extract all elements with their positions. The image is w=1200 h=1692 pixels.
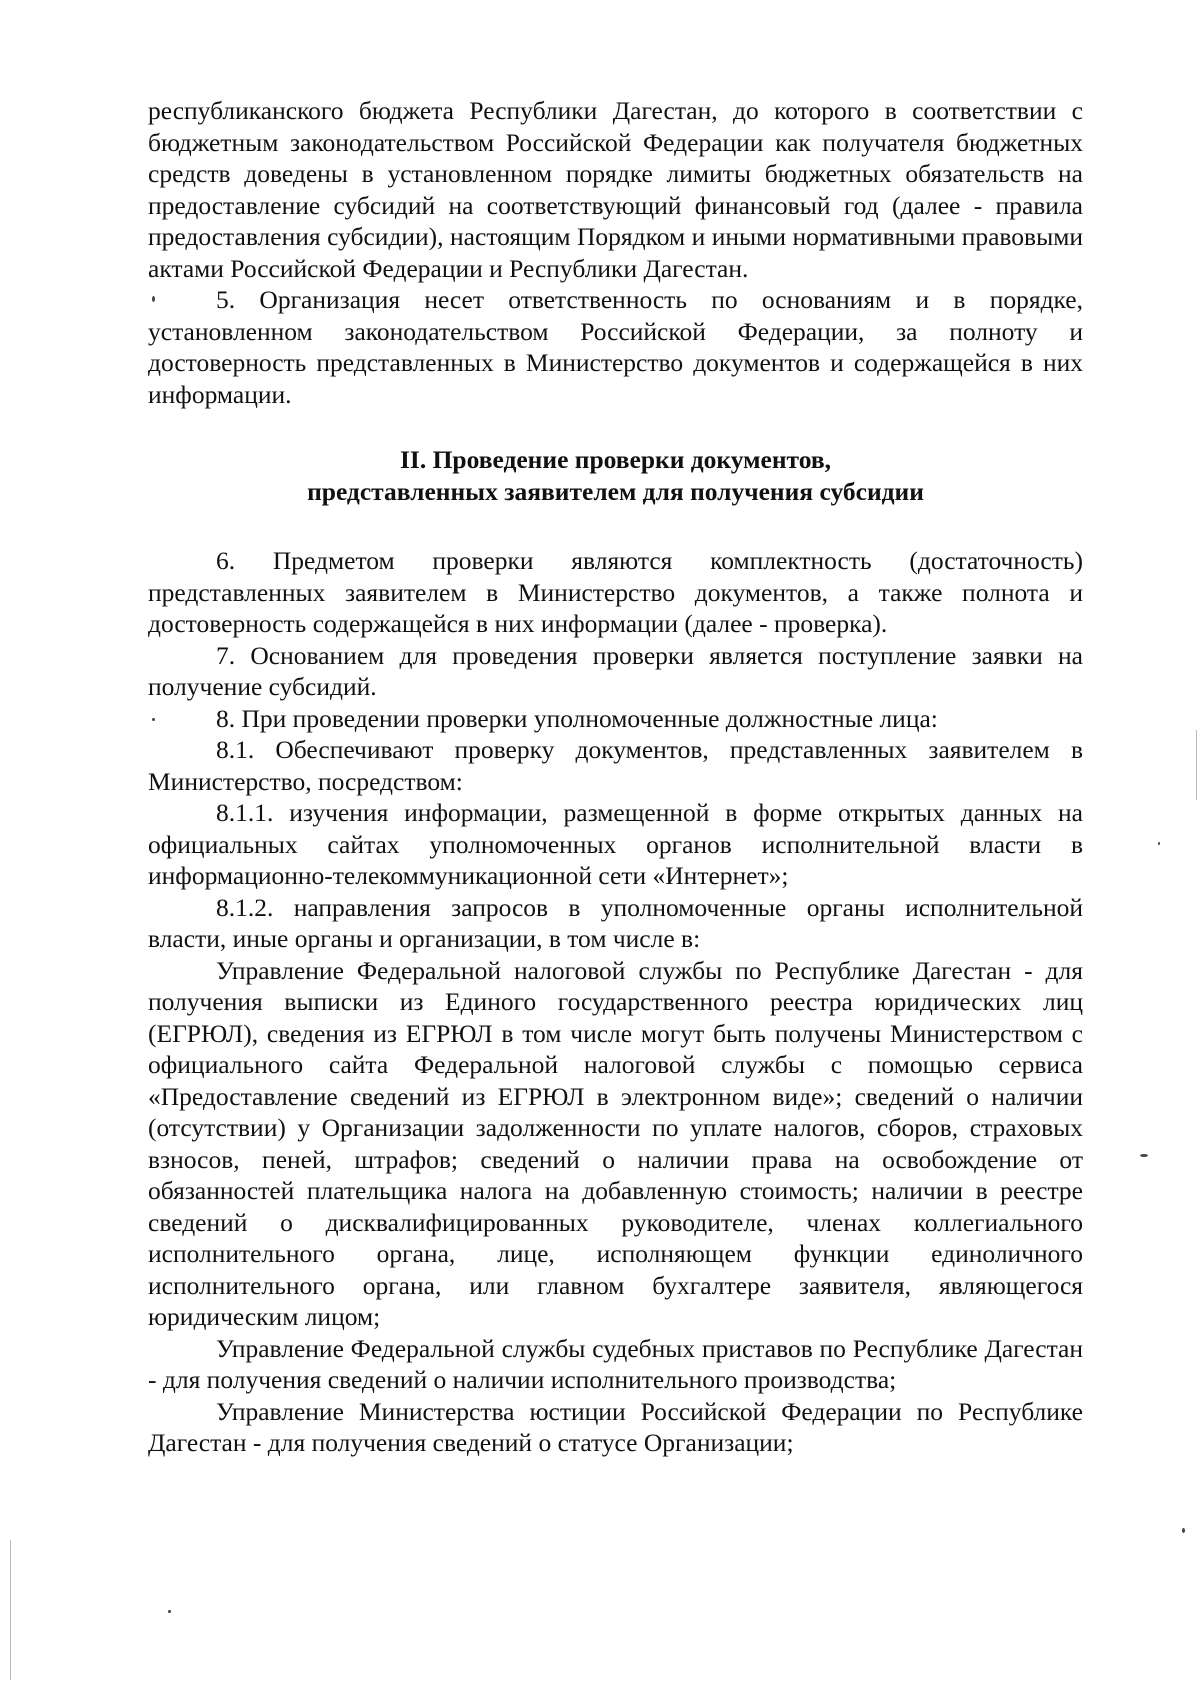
section-heading-line1: II. Проведение проверки документов, <box>399 445 832 474</box>
paragraph-6: 6. Предметом проверки являются комплектность (достаточность) представленных заявителем в Министерство документов, а также полнота и достоверность содержащейся в них информации (далее - проверка). <box>148 546 1083 638</box>
section-heading <box>148 444 1083 507</box>
paragraph-8-1-2: 8.1.2. направления запросов в уполномоченные органы исполнительной власти, иные органы и организации, в том числе в: <box>148 892 1083 953</box>
paragraph-5: 5. Организация несет ответственность по основаниям и в порядке, установленном законодательством Российской Федерации, за полноту и достоверность представленных в Министерство документов и содержащейся в них информации. <box>148 285 1083 409</box>
section-heading-line2: представленных заявителем для получения субсидии <box>307 476 924 506</box>
paragraph-8-1: 8.1. Обеспечивают проверку документов, представленных заявителем в Министерство, посредством: <box>148 735 1083 796</box>
scan-speck <box>1140 1154 1148 1157</box>
paragraph-fssp: Управление Федеральной службы судебных приставов по Республике Дагестан - для получения сведений о наличии исполнительного производства; <box>148 1333 1083 1394</box>
scan-edge-line <box>10 1540 11 1680</box>
paragraph-8: 8. При проведении проверки уполномоченные должностные лица: <box>216 703 938 733</box>
paragraph-budget: республиканского бюджета Республики Дагестан, до которого в соответствии с бюджетным законодательством Российской Федерации как получателя бюджетных средств доведены в установленном порядке лимиты бюджетных обязательств на предоставление субсидий на соответствующий финансовый год (далее - правила предоставления субсидии), настоящим Порядком и иными нормативными правовыми актами Российской Федерации и Республики Дагестан. <box>148 96 1083 283</box>
scan-edge-line <box>1196 730 1197 800</box>
paragraph-minjust: Управление Министерства юстиции Российской Федерации по Республике Дагестан - для получения сведений о статусе Организации; <box>148 1396 1083 1457</box>
scan-speck <box>1158 842 1160 845</box>
paragraph-8-1-1: 8.1.1. изучения информации, размещенной в форме открытых данных на официальных сайтах уполномоченных органов исполнительной власти в информационно-телекоммуникационной сети «Интернет»; <box>148 798 1083 890</box>
scan-speck <box>1182 1528 1185 1533</box>
scan-speck <box>168 1610 171 1613</box>
paragraph-fns: Управление Федеральной налоговой службы по Республике Дагестан - для получения выписки из Единого государственного реестра юридических лиц (ЕГРЮЛ), сведения из ЕГРЮЛ в том числе могут быть получены Министерством с официального сайта Федеральной налоговой службы с помощью сервиса «Предоставление сведений из ЕГРЮЛ в электронном виде»; сведений о наличии (отсутствии) у Организации задолженности по уплате налогов, сборов, страховых взносов, пеней, штрафов; сведений о наличии права на освобождение от обязанностей плательщика налога на добавленную стоимость; наличии в реестре сведений о дисквалифицированных руководителе, членах коллегиального исполнительного органа, лице, исполняющем функции единоличного исполнительного органа, или главном бухгалтере заявителя, являющегося юридическим лицом; <box>148 955 1083 1331</box>
paragraph-7: 7. Основанием для проведения проверки является поступление заявки на получение субсидий. <box>148 640 1083 701</box>
document-body <box>148 95 1083 1459</box>
